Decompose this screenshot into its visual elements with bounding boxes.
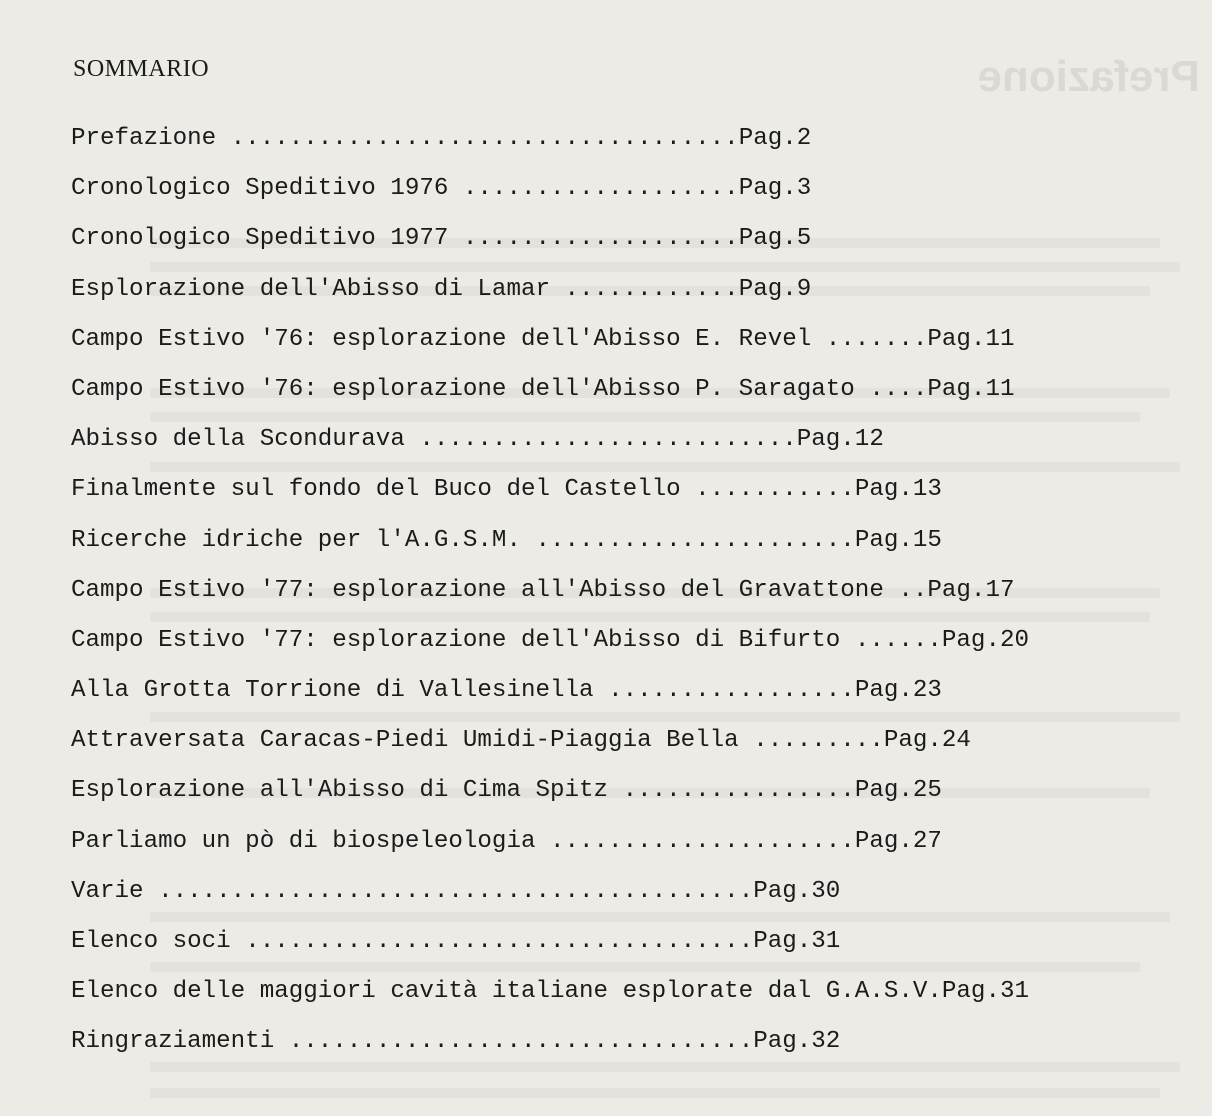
toc-entry-page: Pag.9 — [738, 275, 812, 303]
toc-entry[interactable] — [71, 422, 1029, 472]
toc-entry-title: Esplorazione all'Abisso di Cima Spitz — [71, 777, 623, 805]
toc-entry-page: Pag.13 — [854, 476, 942, 504]
toc-entry-title: Alla Grotta Torrione di Vallesinella — [71, 677, 609, 705]
toc-entry[interactable] — [71, 221, 1029, 271]
toc-entry-leader-dots: ..................... — [550, 827, 855, 855]
toc-entry-page: Pag.5 — [738, 225, 812, 253]
toc-entry-title: Campo Estivo '77: esplorazione dell'Abisso di Bifurto — [71, 626, 855, 654]
toc-entry-leader-dots: .. — [898, 576, 928, 604]
toc-entry-title: Ricerche idriche per l'A.G.S.M. — [71, 526, 536, 554]
toc-entry-page: Pag.20 — [941, 626, 1029, 654]
toc-entry[interactable] — [71, 824, 1029, 874]
toc-entry[interactable] — [71, 171, 1029, 221]
toc-entry-page: Pag.15 — [854, 526, 942, 554]
toc-entry-leader-dots: ................................... — [245, 928, 754, 955]
toc-entry-page: Pag.11 — [927, 325, 1015, 353]
toc-entry-title: Campo Estivo '76: esplorazione dell'Abisso P. Saragato — [71, 375, 870, 403]
toc-entry-title: Campo Estivo '77: esplorazione all'Abisso del Gravattone — [71, 576, 899, 604]
toc-entry-page: Pag.31 — [941, 978, 1029, 1006]
toc-entry-page: Pag.23 — [854, 677, 942, 705]
toc-entry-page: Pag.17 — [927, 576, 1015, 604]
toc-entry[interactable] — [71, 121, 1029, 171]
toc-entry[interactable] — [71, 673, 1029, 723]
table-of-contents — [71, 121, 1029, 1075]
toc-entry-leader-dots: ....... — [825, 325, 928, 353]
toc-entry[interactable] — [71, 573, 1029, 623]
toc-entry-leader-dots: ......................................... — [158, 877, 754, 905]
toc-entry-leader-dots: ................................... — [230, 125, 739, 152]
toc-entry-page: Pag.32 — [753, 1028, 841, 1056]
toc-entry-title: Attraversata Caracas-Piedi Umidi-Piaggia Bella — [71, 727, 754, 755]
toc-entry-page: Pag.2 — [738, 125, 812, 152]
toc-entry[interactable] — [71, 322, 1029, 372]
toc-entry-page: Pag.3 — [738, 175, 812, 203]
toc-entry-page: Pag.11 — [927, 375, 1015, 403]
toc-entry[interactable] — [71, 874, 1029, 924]
toc-entry-page: Pag.30 — [753, 877, 841, 905]
toc-entry-title: Cronologico Speditivo 1977 — [71, 225, 463, 253]
toc-entry-title: Finalmente sul fondo del Buco del Castello — [71, 476, 696, 504]
toc-entry-leader-dots: .......................... — [419, 426, 797, 454]
toc-entry-title: Elenco soci — [71, 928, 246, 955]
toc-entry[interactable] — [71, 773, 1029, 823]
toc-entry[interactable] — [71, 623, 1029, 673]
toc-entry-leader-dots: ................. — [608, 677, 855, 705]
toc-entry-title: Campo Estivo '76: esplorazione dell'Abisso E. Revel — [71, 325, 826, 353]
toc-entry[interactable] — [71, 974, 1029, 1024]
toc-entry-leader-dots: ........... — [695, 476, 855, 504]
toc-entry-leader-dots: .... — [869, 375, 928, 403]
toc-entry-page: Pag.27 — [854, 827, 942, 855]
toc-entry-title: Varie — [71, 877, 159, 905]
toc-entry-title: Abisso della Scondurava — [71, 426, 420, 454]
toc-entry-title: Cronologico Speditivo 1976 — [71, 175, 463, 203]
toc-entry-leader-dots: ............ — [564, 275, 739, 303]
toc-entry[interactable] — [71, 1024, 1029, 1074]
toc-entry[interactable] — [71, 372, 1029, 422]
toc-entry-page: Pag.25 — [854, 777, 942, 805]
toc-entry-leader-dots: ...................... — [535, 526, 855, 554]
toc-entry[interactable] — [71, 272, 1029, 322]
toc-entry[interactable] — [71, 924, 1029, 974]
toc-entry-page: Pag.24 — [883, 727, 971, 755]
toc-entry[interactable] — [71, 723, 1029, 773]
toc-entry-title: Esplorazione dell'Abisso di Lamar — [71, 275, 565, 303]
toc-entry-title: Ringraziamenti — [71, 1028, 289, 1056]
toc-entry-title: Prefazione — [71, 125, 231, 152]
bleed-through-line — [150, 1088, 1160, 1098]
toc-entry-leader-dots: ................ — [622, 777, 855, 805]
toc-entry-leader-dots: ................................ — [288, 1028, 754, 1056]
toc-entry-page: Pag.12 — [796, 426, 884, 454]
toc-entry-page: Pag.31 — [753, 928, 841, 955]
toc-entry-leader-dots: ................... — [462, 225, 739, 253]
bleed-through-heading: Prefazione — [977, 52, 1200, 101]
toc-entry-leader-dots: ......... — [753, 727, 884, 755]
page-title: SOMMARIO — [73, 56, 210, 82]
toc-entry[interactable] — [71, 523, 1029, 573]
toc-entry-leader-dots: ................... — [462, 175, 739, 203]
toc-entry[interactable] — [71, 472, 1029, 522]
toc-entry-leader-dots: ...... — [854, 626, 942, 654]
toc-entry-title: Elenco delle maggiori cavità italiane esplorate dal G.A.S.V. — [71, 978, 942, 1006]
toc-entry-title: Parliamo un pò di biospeleologia — [71, 827, 550, 855]
